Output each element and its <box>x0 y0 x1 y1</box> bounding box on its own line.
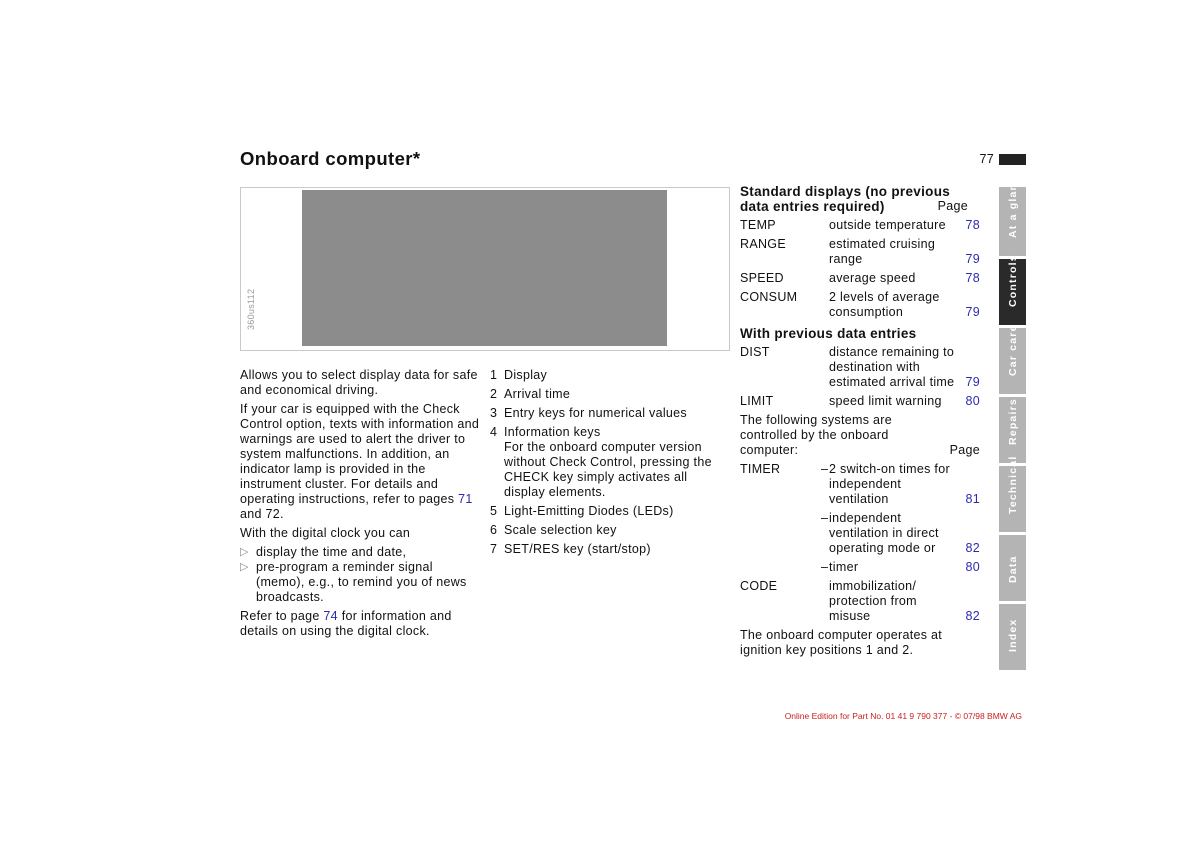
tab-label: Technical <box>1006 455 1019 514</box>
table-row <box>740 394 980 409</box>
row-page-link[interactable]: 79 <box>965 375 980 389</box>
legend-item <box>490 523 726 538</box>
row-description: independent ventilation in direct operating mode or <box>829 511 939 555</box>
page-number: 77 <box>979 152 994 166</box>
row-key: DIST <box>740 345 770 359</box>
display-table-column <box>740 184 980 662</box>
row-key: CONSUM <box>740 290 798 304</box>
tab-data[interactable] <box>999 535 1026 601</box>
legend-number: 1 <box>490 368 498 382</box>
row-key: RANGE <box>740 237 786 251</box>
systems-intro-row <box>740 413 980 458</box>
tab-label: Controls <box>1006 254 1019 307</box>
row-page-link[interactable]: 79 <box>965 305 980 319</box>
onboard-computer-illustration <box>302 190 667 346</box>
clock-paragraph: With the digital clock you can <box>240 526 411 540</box>
section-tabs <box>999 168 1026 673</box>
tab-index[interactable] <box>999 604 1026 670</box>
tab-label: Repairs <box>1006 398 1019 445</box>
legend-number: 2 <box>490 387 498 401</box>
clock-reference-paragraph <box>240 609 480 639</box>
legend-number: 6 <box>490 523 498 537</box>
page-marker <box>999 154 1026 165</box>
systems-intro: The following systems are controlled by the onboard computer: <box>740 413 893 457</box>
row-page-link[interactable]: 78 <box>965 218 980 232</box>
table-row <box>740 579 980 624</box>
legend-text: Light-Emitting Diodes (LEDs) <box>504 504 674 518</box>
legend-item <box>490 368 726 383</box>
paragraph-text: for information and details on using the digital clock. <box>240 609 452 638</box>
row-page-link[interactable]: 80 <box>965 394 980 408</box>
legend-item <box>490 406 726 421</box>
legend-number: 3 <box>490 406 498 420</box>
paragraph-text: Refer to page <box>240 609 324 623</box>
legend-item <box>490 542 726 557</box>
table-row <box>740 560 980 575</box>
check-control-paragraph <box>240 402 480 522</box>
page-title: Onboard computer* <box>240 148 421 169</box>
standard-displays-heading-2: data entries required) <box>740 199 885 214</box>
row-page-link[interactable]: 80 <box>965 560 980 574</box>
legend-number: 5 <box>490 504 498 518</box>
tab-repairs[interactable] <box>999 397 1026 463</box>
dash-bullet: – <box>821 462 829 476</box>
paragraph-text: and 72. <box>240 507 284 521</box>
list-item <box>240 545 480 560</box>
standard-heading-row <box>740 199 980 214</box>
table-row <box>740 237 980 267</box>
legend-text: Information keys <box>504 425 601 439</box>
legend-item <box>490 387 726 402</box>
legend-number: 4 <box>490 425 498 439</box>
row-description: 2 switch-on times for independent ventilation <box>829 462 950 506</box>
row-key: TEMP <box>740 218 776 232</box>
legend-item <box>490 504 726 519</box>
page-column-label: Page <box>937 199 968 213</box>
row-page-link[interactable]: 79 <box>965 252 980 266</box>
tab-label: Car care <box>1006 324 1019 376</box>
list-item-text: display the time and date, <box>256 545 407 559</box>
legend-text: Entry keys for numerical values <box>504 406 687 420</box>
tab-technical[interactable] <box>999 455 1026 532</box>
page-column-label: Page <box>949 443 980 457</box>
row-key: TIMER <box>740 462 781 476</box>
row-description: average speed <box>829 271 916 285</box>
triangle-bullet-icon: ▷ <box>240 561 249 573</box>
legend-text: Display <box>504 368 548 382</box>
triangle-bullet-icon: ▷ <box>240 546 249 558</box>
row-description: distance remaining to destination with estimated arrival time <box>829 345 955 389</box>
legend-item <box>490 425 726 500</box>
intro-paragraph: Allows you to select display data for safe and economical driving. <box>240 368 478 397</box>
row-key: CODE <box>740 579 778 593</box>
row-page-link[interactable]: 78 <box>965 271 980 285</box>
table-row <box>740 462 980 507</box>
table-row <box>740 345 980 390</box>
row-key: LIMIT <box>740 394 774 408</box>
legend-text: SET/RES key (start/stop) <box>504 542 651 556</box>
row-description: estimated cruising range <box>829 237 936 266</box>
row-description: immobilization/ protection from misuse <box>829 579 917 623</box>
tab-label: At a glance <box>1006 168 1019 238</box>
list-item <box>240 560 480 605</box>
tab-at-a-glance[interactable] <box>999 168 1026 256</box>
row-description: timer <box>829 560 859 574</box>
legend-text: Arrival time <box>504 387 571 401</box>
page-link-74[interactable]: 74 <box>323 609 338 623</box>
closing-paragraph: The onboard computer operates at ignition key positions 1 and 2. <box>740 628 943 657</box>
intro-column <box>240 368 480 643</box>
tab-label: Index <box>1006 618 1019 652</box>
paragraph-text: If your car is equipped with the Check Control option, texts with information and warnings are used to alert the driver to system malfunctions. In addition, an indicator lamp is provided in the instrument cluster. For details and operating instructions, refer to pages <box>240 402 480 506</box>
tab-controls[interactable] <box>999 254 1026 325</box>
footer-copyright: Online Edition for Part No. 01 41 9 790 377 - © 07/98 BMW AG <box>784 711 1022 721</box>
list-item-text: pre-program a reminder signal (memo), e.g., to remind you of news broadcasts. <box>256 560 467 604</box>
row-page-link[interactable]: 82 <box>965 609 980 623</box>
dash-bullet: – <box>821 511 829 525</box>
row-key: SPEED <box>740 271 784 285</box>
previous-entries-heading: With previous data entries <box>740 326 917 341</box>
table-row <box>740 271 980 286</box>
table-row <box>740 290 980 320</box>
row-description: outside temperature <box>829 218 946 232</box>
tab-label: Data <box>1006 555 1019 583</box>
page-link-71[interactable]: 71 <box>458 492 473 506</box>
dash-bullet: – <box>821 560 829 574</box>
standard-displays-heading: Standard displays (no previous <box>740 184 951 199</box>
legend-description: For the onboard computer version without Check Control, pressing the CHECK key simply activates all display elements. <box>504 440 712 499</box>
legend-list <box>490 368 726 561</box>
table-row <box>740 218 980 233</box>
row-description: speed limit warning <box>829 394 942 408</box>
row-page-link[interactable]: 81 <box>965 492 980 506</box>
table-row <box>740 511 980 556</box>
clock-bullet-list <box>240 545 480 605</box>
row-page-link[interactable]: 82 <box>965 541 980 555</box>
legend-text: Scale selection key <box>504 523 617 537</box>
legend-number: 7 <box>490 542 498 556</box>
row-description: 2 levels of average consumption <box>829 290 940 319</box>
tab-car-care[interactable] <box>999 324 1026 394</box>
figure-code: 360us112 <box>246 288 256 330</box>
